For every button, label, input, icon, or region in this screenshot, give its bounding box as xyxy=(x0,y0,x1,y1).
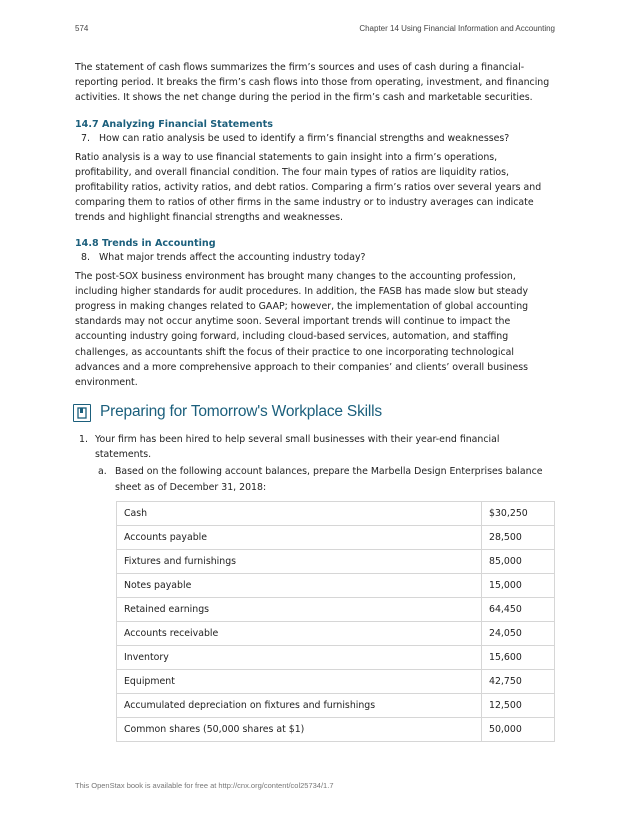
table-row xyxy=(117,670,555,694)
account-name: Inventory xyxy=(117,646,482,670)
account-amount: 15,000 xyxy=(482,574,555,598)
page-header xyxy=(75,24,555,36)
question-8 xyxy=(75,251,555,265)
item-text: Your firm has been hired to help several small businesses with their year-end financial statements. xyxy=(95,434,500,461)
account-amount: 12,500 xyxy=(482,694,555,718)
question-number: 8. xyxy=(81,251,90,263)
account-balances-table xyxy=(116,501,555,742)
sub-item-letter: a. xyxy=(98,466,107,478)
table-row xyxy=(117,526,555,550)
sub-item-text: Based on the following account balances, prepare the Marbella Design Enterprises balance sheet as of December 31, 2018: xyxy=(115,466,543,493)
page-footer: This OpenStax book is available for free at http://cnx.org/content/col25734/1.7 xyxy=(75,781,334,790)
table-row xyxy=(117,718,555,742)
table-row xyxy=(117,550,555,574)
question-text: How can ratio analysis be used to identify a firm’s financial strengths and weaknesses? xyxy=(99,132,510,144)
list-item xyxy=(75,432,555,462)
item-number: 1. xyxy=(79,434,88,445)
page-number: 574 xyxy=(75,24,89,33)
answer-paragraph: The post-SOX business environment has brought many changes to the accounting profession, including higher standards for audit procedures. In addition, the FASB has made slow but steady progress in making changes related to GAAP; however, the implementation of global accounting standards may not occur anytime soon. Several important trends will continue to impact the accounting industry going forward, including cloud-based services, automation, and staffing challenges, as accountants shift the focus of their practice to one incorporating technological advances and a more comprehensive approach to their companies’ and clients’ overall business environment. xyxy=(75,270,529,389)
account-amount: 50,000 xyxy=(482,718,555,742)
account-amount: 64,450 xyxy=(482,598,555,622)
section-heading-14-8: 14.8 Trends in Accounting xyxy=(75,237,216,249)
account-amount: $30,250 xyxy=(482,502,555,526)
account-name: Equipment xyxy=(117,670,482,694)
workplace-skills-heading xyxy=(73,402,555,428)
question-text: What major trends affect the accounting industry today? xyxy=(99,251,366,263)
account-amount: 85,000 xyxy=(482,550,555,574)
question-number: 7. xyxy=(81,132,90,144)
table-row xyxy=(117,598,555,622)
account-amount: 15,600 xyxy=(482,646,555,670)
account-name: Common shares (50,000 shares at $1) xyxy=(117,718,482,742)
account-name: Accumulated depreciation on fixtures and furnishings xyxy=(117,694,482,718)
table-row xyxy=(117,574,555,598)
table-row xyxy=(117,694,555,718)
table-row xyxy=(117,502,555,526)
table-row xyxy=(117,622,555,646)
sub-list-item xyxy=(75,464,555,494)
table-row xyxy=(117,646,555,670)
account-amount: 24,050 xyxy=(482,622,555,646)
account-name: Fixtures and furnishings xyxy=(117,550,482,574)
section-title: Preparing for Tomorrow's Workplace Skills xyxy=(100,403,382,420)
account-amount: 42,750 xyxy=(482,670,555,694)
chapter-title: Chapter 14 Using Financial Information and Accounting xyxy=(359,24,555,33)
exercise-list xyxy=(75,432,555,495)
account-name: Accounts payable xyxy=(117,526,482,550)
book-icon xyxy=(73,404,91,422)
intro-paragraph: The statement of cash flows summarizes the firm’s sources and uses of cash during a financial-reporting period. It breaks the firm’s cash flows into those from operating, investment, and financing activities. It shows the net change during the period in the firm’s cash and marketable securities. xyxy=(75,62,550,104)
account-name: Retained earnings xyxy=(117,598,482,622)
question-7 xyxy=(75,132,555,146)
section-heading-14-7: 14.7 Analyzing Financial Statements xyxy=(75,118,273,130)
account-name: Notes payable xyxy=(117,574,482,598)
summary-content xyxy=(75,60,555,390)
answer-paragraph: Ratio analysis is a way to use financial statements to gain insight into a firm’s operations, profitability, and overall financial condition. The four main types of ratios are liquidity ratios, profitability ratios, activity ratios, and debt ratios. Comparing a firm’s ratios over several years and comparing them to ratios of other firms in the same industry or to industry averages can indicate trends and highlight financial strengths and weaknesses. xyxy=(75,151,542,224)
account-amount: 28,500 xyxy=(482,526,555,550)
account-name: Cash xyxy=(117,502,482,526)
account-name: Accounts receivable xyxy=(117,622,482,646)
